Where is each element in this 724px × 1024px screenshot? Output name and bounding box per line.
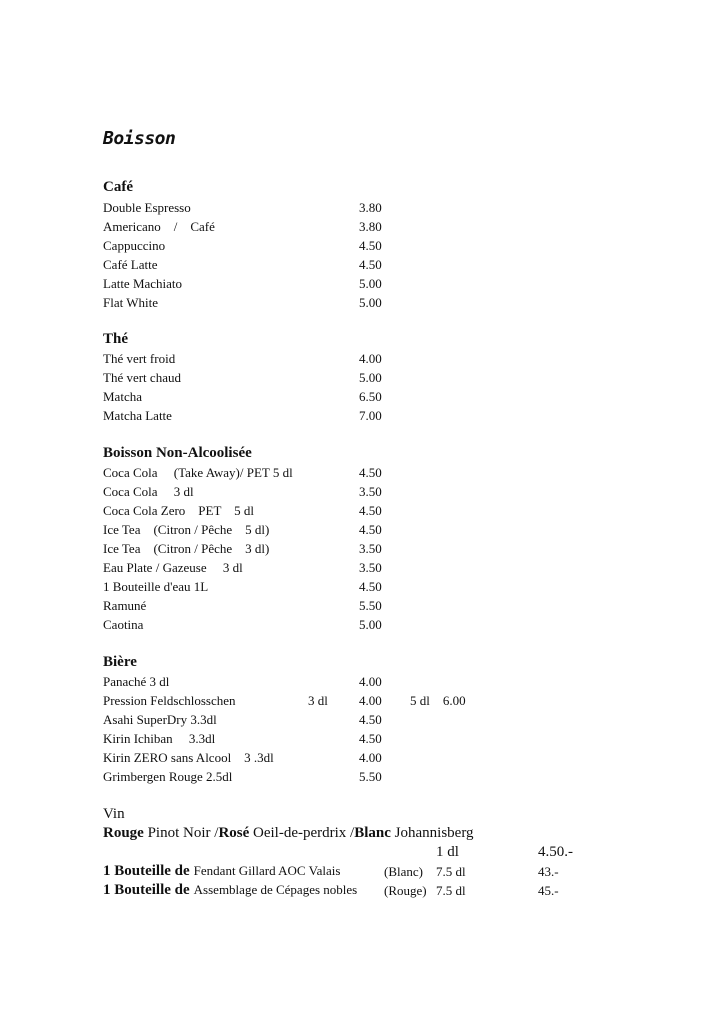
wine-bottle-row (103, 881, 357, 901)
bottle-qty: 7.5 dl (436, 864, 466, 879)
item-name: Americano / Café (103, 219, 215, 234)
item-name: Coca Cola Zero PET 5 dl (103, 503, 255, 518)
item-price: 4.00 (359, 351, 382, 366)
item-name: Matcha (103, 389, 142, 404)
section-heading-biere: Bière (103, 654, 137, 670)
item-price: 4.50 (359, 522, 382, 537)
item-name: Cappuccino (103, 238, 166, 253)
item-price: 5.00 (359, 617, 382, 632)
item-name: Café Latte (103, 257, 158, 272)
item-name: Panaché 3 dl (103, 674, 170, 689)
wine-glass-qty: 1 dl (436, 844, 459, 860)
item-price: 3.50 (359, 560, 382, 575)
item-size: 3 dl (308, 693, 328, 708)
item-name: Flat White (103, 295, 159, 310)
item-price: 4.50 (359, 712, 382, 727)
wine-bottle-row (103, 862, 340, 882)
item-price: 4.50 (359, 257, 382, 272)
item-name: Coca Cola 3 dl (103, 484, 194, 499)
item-price: 4.00 (359, 674, 382, 689)
item-name: Grimbergen Rouge 2.5dl (103, 769, 233, 784)
page-title: Boisson (103, 128, 176, 149)
item-price: 3.50 (359, 541, 382, 556)
wine-glass-price: 4.50.- (538, 844, 573, 860)
item-price: 5.00 (359, 370, 382, 385)
item-price: 4.50 (359, 579, 382, 594)
bottle-desc: Fendant Gillard AOC Valais (193, 863, 341, 878)
item-name: Latte Machiato (103, 276, 183, 291)
item-name: Ramuné (103, 598, 147, 613)
bottle-price: 43.- (538, 864, 559, 879)
item-price: 3.50 (359, 484, 382, 499)
item-price: 5.00 (359, 276, 382, 291)
wine-rouge-label: Rouge (103, 825, 144, 841)
wine-blanc-text: Johannisberg (390, 825, 474, 841)
item-name: Kirin ZERO sans Alcool 3 .3dl (103, 750, 274, 765)
item-name: Thé vert froid (103, 351, 176, 366)
bottle-label: 1 Bouteille de (103, 882, 190, 898)
item-price: 5.00 (359, 295, 382, 310)
item-price: 3.80 (359, 200, 382, 215)
item-price: 4.00 (359, 693, 382, 708)
bottle-qty: 7.5 dl (436, 883, 466, 898)
item-name: Ice Tea (Citron / Pêche 3 dl) (103, 541, 270, 556)
item-name: Coca Cola (Take Away)/ PET 5 dl (103, 465, 293, 480)
item-price: 4.50 (359, 465, 382, 480)
section-heading-non-alcool: Boisson Non-Alcoolisée (103, 445, 252, 461)
wine-blanc-label: Blanc (354, 825, 391, 841)
item-price: 5.50 (359, 598, 382, 613)
item-name: Matcha Latte (103, 408, 172, 423)
item-name: Pression Feldschlosschen (103, 693, 236, 708)
item-price: 7.00 (359, 408, 382, 423)
item-name: Caotina (103, 617, 144, 632)
section-heading-cafe: Café (103, 179, 133, 195)
wine-rouge-text: Pinot Noir / (143, 825, 219, 841)
section-heading-vin: Vin (103, 806, 125, 822)
item-price: 5.50 (359, 769, 382, 784)
item-name: Thé vert chaud (103, 370, 181, 385)
item-price: 6.50 (359, 389, 382, 404)
item-size-alt: 5 dl 6.00 (410, 693, 466, 708)
bottle-type: (Blanc) (384, 864, 423, 879)
bottle-price: 45.- (538, 883, 559, 898)
item-price: 4.00 (359, 750, 382, 765)
item-price: 4.50 (359, 731, 382, 746)
item-name: Ice Tea (Citron / Pêche 5 dl) (103, 522, 270, 537)
section-heading-the: Thé (103, 331, 129, 347)
item-price: 4.50 (359, 503, 382, 518)
bottle-type: (Rouge) (384, 883, 427, 898)
wine-rose-text: Oeil-de-perdrix / (249, 825, 355, 841)
wine-rose-label: Rosé (218, 825, 250, 841)
bottle-desc: Assemblage de Cépages nobles (193, 882, 358, 897)
item-name: Double Espresso (103, 200, 191, 215)
item-name: Kirin Ichiban 3.3dl (103, 731, 216, 746)
item-name: Eau Plate / Gazeuse 3 dl (103, 560, 243, 575)
item-name: 1 Bouteille d'eau 1L (103, 579, 209, 594)
item-price: 4.50 (359, 238, 382, 253)
item-price: 3.80 (359, 219, 382, 234)
bottle-label: 1 Bouteille de (103, 863, 190, 879)
wine-glass-line (103, 825, 474, 842)
item-name: Asahi SuperDry 3.3dl (103, 712, 217, 727)
